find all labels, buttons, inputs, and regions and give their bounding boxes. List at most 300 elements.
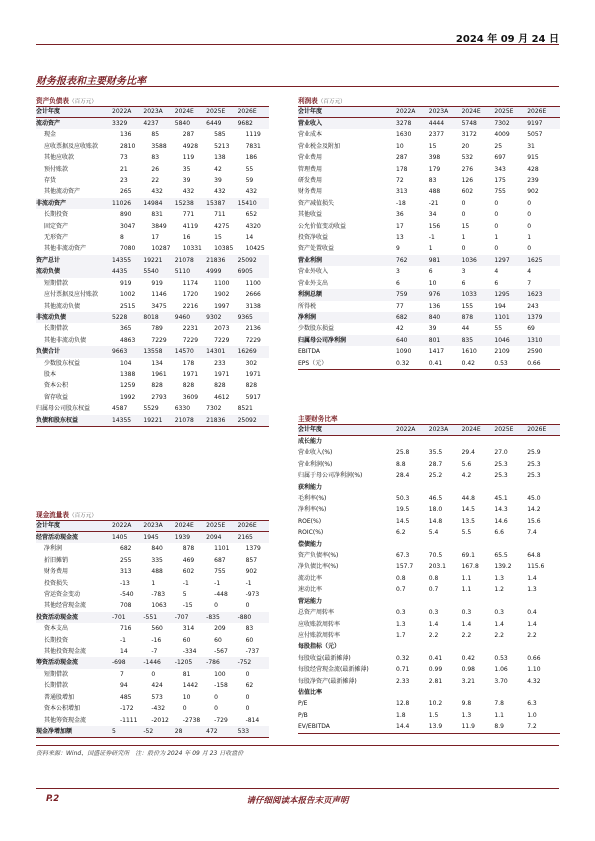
row-value: 14.6 (494, 517, 508, 525)
row-value (396, 436, 429, 447)
row-value: 1.7 (396, 631, 406, 639)
row-value: 4 (494, 268, 499, 276)
row-value: 1.3 (396, 620, 406, 628)
row-value: 4444 (428, 120, 445, 127)
row-value: 789 (151, 325, 163, 333)
row-label: 非流动负债 (36, 313, 67, 321)
row-value: 1971 (182, 370, 199, 378)
row-value: 1036 (461, 256, 477, 264)
row-value (462, 539, 495, 550)
row-value: 69.1 (461, 552, 475, 560)
row-value: 3 (396, 268, 400, 276)
table-row (36, 255, 269, 266)
row-value: 532 (461, 154, 474, 162)
row-label: 长期投资 (44, 211, 69, 219)
table-row (298, 698, 560, 709)
row-value: 287 (182, 131, 195, 139)
row-label: 营业费用 (298, 154, 323, 162)
page-number: P.2 (46, 794, 60, 804)
row-value (494, 539, 527, 550)
row-value: 4.2 (461, 472, 472, 480)
row-value (462, 687, 495, 698)
row-value: 831 (151, 211, 163, 219)
row-value: 25092 (237, 416, 257, 424)
row-label: 营业利润 (298, 256, 323, 264)
row-value (396, 687, 429, 698)
row-value: 2.2 (461, 631, 472, 639)
row-value: 857 (245, 556, 258, 564)
row-value: -1446 (143, 659, 161, 667)
row-value: 759 (396, 291, 408, 299)
row-value (462, 596, 495, 607)
row-label: 其他经营现金流 (44, 602, 87, 610)
row-value: 1.4 (461, 620, 472, 628)
row-value: 840 (428, 313, 441, 321)
row-label: 营业利润(%) (298, 460, 333, 468)
row-value: 2810 (120, 142, 136, 150)
row-value (494, 482, 527, 493)
table-row (298, 129, 560, 140)
table-row (298, 232, 560, 243)
row-label: 归属于母公司净利润(%) (298, 472, 363, 480)
table-title-text: 资产负债表 (36, 97, 69, 105)
row-value: 100 (214, 670, 226, 678)
table-row (36, 646, 269, 657)
row-value: -737 (245, 648, 260, 656)
row-value: 6905 (237, 268, 253, 276)
row-value: 14 (120, 648, 128, 656)
row-value: 14984 (143, 199, 163, 207)
row-value: 302 (245, 359, 258, 367)
table-row (298, 641, 560, 652)
row-value: 62 (245, 682, 254, 690)
table-row (298, 527, 560, 538)
row-value: 21836 (206, 256, 226, 264)
row-value: 1.5 (428, 711, 439, 719)
row-value: 6.3 (527, 700, 537, 708)
row-value: 398 (428, 154, 441, 162)
row-value: 5228 (112, 313, 128, 321)
row-value: 83 (428, 177, 437, 185)
row-value: 15.6 (527, 517, 541, 525)
row-value: -1 (214, 579, 221, 587)
row-value: 4863 (120, 336, 136, 344)
row-value: 7229 (214, 336, 230, 344)
row-value: 3.70 (494, 677, 508, 685)
row-label: 少数股东损益 (298, 325, 335, 333)
row-value: 828 (151, 382, 163, 390)
row-value: 343 (494, 165, 506, 173)
col-header-year: 2025E (206, 522, 226, 529)
row-value: 1 (494, 234, 499, 242)
row-value: 25.3 (494, 460, 508, 468)
table-row (298, 584, 560, 595)
table-row (298, 470, 560, 481)
row-value: 9682 (237, 120, 253, 127)
row-value: 1945 (143, 534, 159, 541)
row-value: -15 (182, 602, 193, 610)
table-title (298, 414, 560, 424)
row-value: 15 (214, 234, 222, 242)
table-row (298, 221, 560, 232)
table-bottom-rule (36, 426, 269, 427)
row-value (527, 539, 560, 550)
row-value: 9460 (174, 313, 191, 321)
table-row (36, 680, 269, 691)
table-row (298, 493, 560, 504)
row-value (527, 482, 560, 493)
row-value: 55 (494, 325, 503, 333)
row-label: 资产总计 (36, 256, 61, 264)
row-value: 1625 (527, 256, 543, 264)
row-value: 14.5 (396, 517, 410, 525)
table-row (36, 335, 269, 346)
row-value: 20 (461, 142, 470, 150)
row-value: 14301 (206, 348, 226, 356)
row-value: -448 (214, 591, 228, 599)
row-value: 0.3 (461, 609, 472, 617)
table-row (36, 600, 269, 611)
row-value: 50.3 (396, 495, 410, 503)
row-value: 890 (120, 211, 132, 219)
table-header-row (36, 520, 269, 532)
col-header-year: 2023A (428, 426, 449, 433)
row-value: 1 (527, 234, 532, 242)
table-row (36, 152, 269, 163)
row-value: 46.5 (428, 495, 443, 503)
row-value: 10.2 (428, 700, 443, 708)
row-value: 432 (151, 188, 163, 196)
row-value: 14355 (112, 256, 132, 264)
row-value: 1.0 (527, 711, 537, 719)
table-row (298, 289, 560, 300)
row-value: -701 (112, 613, 126, 621)
row-value: 25092 (237, 256, 257, 264)
row-value: 0.3 (428, 609, 439, 617)
row-value: 3138 (245, 302, 261, 310)
row-value: 488 (151, 568, 163, 576)
row-value: -1111 (120, 716, 138, 724)
table-row (36, 715, 269, 726)
row-value: 424 (151, 682, 163, 690)
row-value: 485 (120, 693, 132, 701)
table-header-row (36, 106, 269, 118)
row-value: 178 (396, 165, 408, 173)
table-row (298, 358, 560, 369)
row-value: 7229 (245, 336, 261, 344)
row-value: 1992 (120, 393, 136, 401)
row-value: 771 (182, 211, 195, 219)
table-row (36, 543, 269, 554)
row-value (527, 436, 560, 447)
table-row (36, 635, 269, 646)
row-value (429, 641, 462, 652)
table-row (36, 312, 269, 323)
table-row (298, 312, 560, 323)
row-value: 10385 (214, 245, 234, 253)
table-row (298, 607, 560, 618)
row-value: -432 (151, 705, 166, 713)
row-value: 7.8 (494, 700, 504, 708)
row-value: 640 (396, 336, 408, 344)
row-value: 0 (214, 693, 218, 701)
row-value: 2793 (151, 393, 167, 401)
row-value: 6449 (206, 120, 222, 127)
row-value: 0 (151, 670, 156, 678)
row-value: 94 (120, 682, 128, 690)
row-value: 1.10 (527, 666, 541, 674)
row-value: 9302 (206, 313, 222, 321)
row-value: 4275 (214, 222, 230, 230)
row-value: 4009 (494, 131, 510, 139)
cash-flow-table (36, 510, 269, 738)
row-value: 1.2 (494, 586, 504, 594)
row-value: 1.1 (461, 574, 472, 582)
row-value: 1.4 (527, 574, 537, 582)
row-label: 存货 (44, 177, 57, 185)
row-value: 687 (214, 556, 226, 564)
table-row (298, 550, 560, 561)
row-value: 1.8 (396, 711, 406, 719)
row-value: 2136 (245, 325, 261, 333)
table-row (36, 703, 269, 714)
row-value: 42 (396, 325, 404, 333)
row-value: 60 (182, 636, 191, 644)
row-label: 其他筹资现金流 (44, 716, 87, 724)
section-rule (36, 86, 559, 87)
row-value: 25.9 (527, 449, 541, 457)
table-row (36, 118, 269, 129)
table-row (36, 141, 269, 152)
table-row (36, 323, 269, 334)
row-value: 1090 (396, 348, 412, 356)
row-value: 1101 (494, 313, 510, 321)
row-value: 1610 (461, 348, 477, 356)
row-label: ROIC(%) (298, 529, 324, 537)
row-value: 697 (494, 154, 506, 162)
row-value: -880 (237, 613, 252, 621)
table-row (36, 243, 269, 254)
row-value: 3.21 (461, 677, 475, 685)
row-value: 73 (120, 154, 128, 162)
table-title-text: 现金流量表 (36, 511, 69, 519)
row-value: 1.4 (428, 620, 439, 628)
row-value: 335 (151, 556, 163, 564)
table-row (298, 516, 560, 527)
row-value: 15 (428, 142, 437, 150)
row-value: 1310 (527, 336, 543, 344)
row-value: 2.2 (527, 631, 537, 639)
row-value: -334 (182, 648, 197, 656)
row-value: -835 (206, 613, 220, 621)
row-value: 10 (396, 142, 404, 150)
row-value: 0 (245, 705, 250, 713)
row-value: 10287 (151, 245, 171, 253)
row-value: 0 (245, 670, 250, 678)
row-value: 2377 (428, 131, 445, 139)
row-value: -158 (214, 682, 228, 690)
row-value: 9197 (527, 120, 543, 127)
row-value: 0.3 (396, 609, 406, 617)
row-value: 1961 (151, 370, 167, 378)
row-label: EPS（元） (298, 359, 328, 367)
row-label: EV/EBITDA (298, 723, 330, 731)
row-value: 755 (214, 568, 226, 576)
row-label: 营业收入 (298, 120, 323, 127)
table-row (298, 266, 560, 277)
row-value: 203.1 (428, 563, 446, 571)
table-bottom-rule (298, 369, 560, 370)
row-value: 432 (245, 188, 258, 196)
row-value: 104 (120, 359, 132, 367)
row-value: 976 (428, 291, 441, 299)
row-value (494, 596, 527, 607)
table-row (298, 209, 560, 220)
row-value: 42 (214, 165, 222, 173)
row-value: 6 (461, 279, 466, 287)
row-label: 筹资活动现金流 (36, 659, 79, 667)
row-value: 59 (245, 177, 254, 185)
row-value: 5.5 (461, 529, 472, 537)
row-value: 0 (494, 222, 499, 230)
row-label: 研发费用 (298, 177, 323, 185)
income-statement-table (298, 96, 560, 370)
row-value: 1046 (494, 336, 510, 344)
row-label: 估值比率 (298, 688, 323, 696)
row-label: 其他收益 (298, 211, 323, 219)
row-value (429, 482, 462, 493)
row-value: 1100 (245, 279, 261, 287)
row-value: 1939 (174, 534, 191, 541)
row-value: -2012 (151, 716, 169, 724)
row-value: 25.3 (527, 460, 541, 468)
row-value: 9.8 (461, 700, 472, 708)
table-row (298, 278, 560, 289)
row-value: 8 (120, 234, 124, 242)
row-value: 3588 (151, 142, 167, 150)
table-row (36, 232, 269, 243)
row-value (462, 482, 495, 493)
row-value (494, 687, 527, 698)
row-value: 19221 (143, 256, 163, 264)
col-header-year: 2024E (174, 522, 194, 529)
row-value: 0.7 (428, 586, 439, 594)
row-value: 533 (237, 727, 250, 735)
row-value: 981 (428, 256, 441, 264)
table-row (298, 710, 560, 721)
row-value: 1971 (245, 370, 261, 378)
row-label: 流动比率 (298, 574, 323, 582)
row-label: 所得税 (298, 302, 317, 310)
row-value: 1442 (182, 682, 199, 690)
row-value: 828 (182, 382, 195, 390)
row-value: 276 (461, 165, 474, 173)
table-row (298, 653, 560, 664)
row-value: 0.71 (396, 666, 410, 674)
row-value: 44 (461, 325, 470, 333)
row-value: 39 (182, 177, 191, 185)
row-label: 普通股增加 (44, 693, 75, 701)
row-value: 60 (245, 636, 254, 644)
financial-ratios-table (298, 414, 560, 734)
row-label: 投资损失 (44, 579, 69, 587)
row-value: 1 (428, 245, 433, 253)
row-value: 0.53 (494, 654, 508, 662)
table-title-text: 利润表 (298, 97, 318, 105)
col-header-label: 会计年度 (36, 108, 61, 115)
row-value: 18.0 (428, 506, 443, 514)
row-value: 138 (214, 154, 226, 162)
row-label: 折旧摊销 (44, 556, 69, 564)
row-value: 472 (206, 727, 218, 735)
row-label: 其他流动资产 (44, 188, 81, 196)
row-value: 1.4 (527, 620, 537, 628)
row-label: 获利能力 (298, 483, 323, 491)
row-value: 488 (428, 188, 441, 196)
row-value: 16 (182, 234, 191, 242)
row-label: 资本支出 (44, 625, 69, 633)
table-row (36, 278, 269, 289)
row-value: 31 (527, 142, 535, 150)
table-row (298, 721, 560, 732)
col-header-year: 2025E (494, 426, 514, 433)
row-value: 4435 (112, 268, 128, 276)
col-header-label: 会计年度 (36, 522, 61, 529)
row-label: 归属母公司净利润 (298, 336, 347, 344)
row-value: 0.41 (428, 359, 443, 367)
row-label: P/E (298, 700, 308, 708)
row-value: 9365 (237, 313, 253, 321)
table-row (36, 726, 269, 737)
table-title (298, 96, 560, 106)
row-value (462, 641, 495, 652)
row-value: 1.3 (494, 574, 504, 582)
row-label: 长期投资 (44, 636, 69, 644)
row-value: 255 (120, 556, 132, 564)
row-label: P/B (298, 711, 308, 719)
row-value: 28.7 (428, 460, 443, 468)
row-value: -21 (428, 199, 439, 207)
row-value: 0.7 (396, 586, 406, 594)
table-row (298, 255, 560, 266)
row-value: -786 (206, 659, 220, 667)
row-value: 828 (214, 382, 226, 390)
row-value: -1 (182, 579, 189, 587)
row-value: 5.6 (461, 460, 472, 468)
row-value: 1100 (214, 279, 230, 287)
row-value: 7080 (120, 245, 136, 253)
table-row (298, 436, 560, 447)
table-row (36, 358, 269, 369)
row-label: 投资活动现金流 (36, 613, 79, 621)
row-label: 管理费用 (298, 165, 323, 173)
row-value: 239 (527, 177, 539, 185)
row-value: 21 (120, 165, 128, 173)
row-value: 1101 (214, 545, 230, 553)
row-value: 2094 (206, 534, 222, 541)
table-row (36, 612, 269, 623)
table-row (36, 186, 269, 197)
row-value: 7.2 (527, 723, 537, 731)
row-value (429, 539, 462, 550)
row-value: 1902 (214, 291, 230, 299)
row-value: 39 (214, 177, 222, 185)
row-value: 902 (245, 568, 258, 576)
row-value: 652 (245, 211, 258, 219)
row-value: 6 (396, 279, 400, 287)
row-value: 5529 (143, 405, 159, 413)
row-value: 15 (461, 222, 470, 230)
